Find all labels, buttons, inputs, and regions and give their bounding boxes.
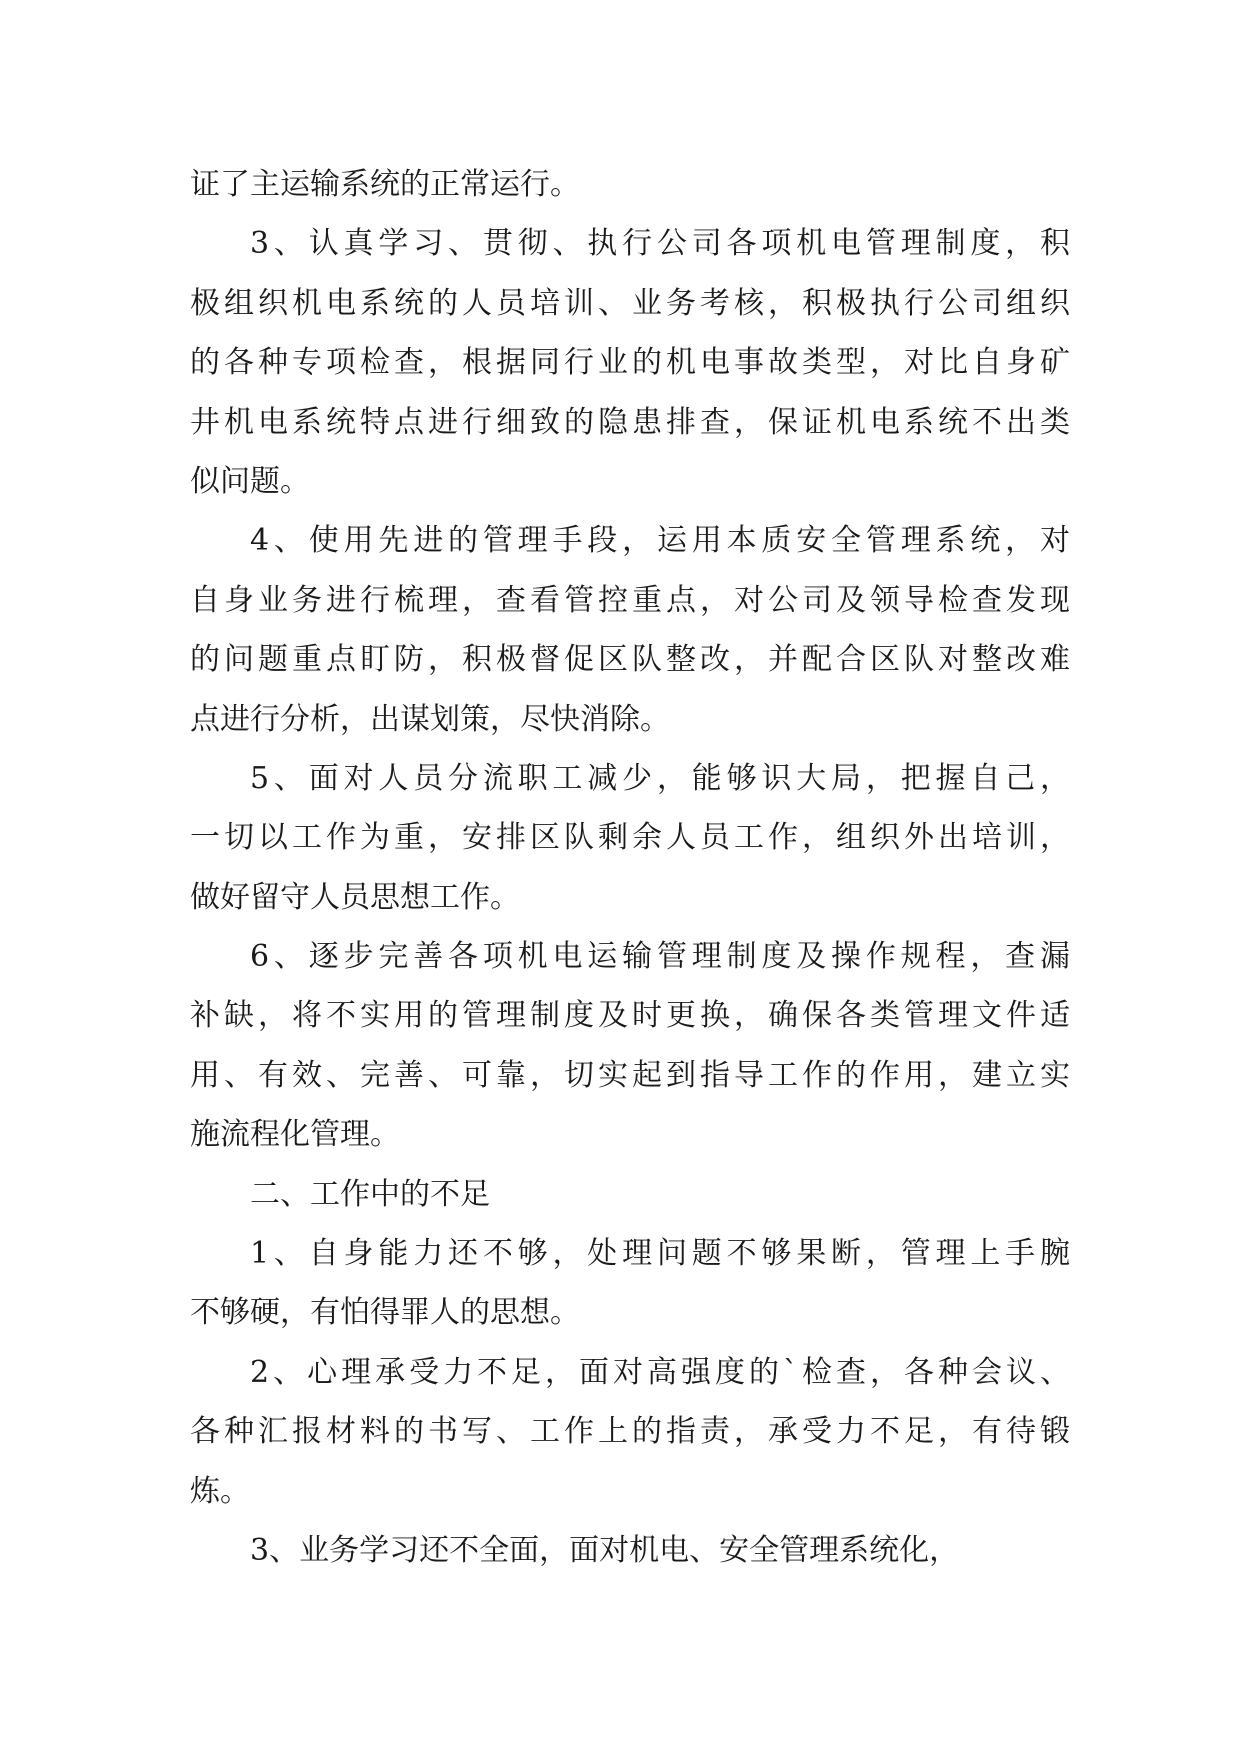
text-line: 似问题。	[190, 463, 310, 499]
text-line: 用、有效、完善、可靠，切实起到指导工作的作用，建立实	[190, 1057, 1070, 1093]
text-line: 补缺，将不实用的管理制度及时更换，确保各类管理文件适	[190, 998, 1070, 1034]
text-line: 的问题重点盯防，积极督促区队整改，并配合区队对整改难	[190, 642, 1070, 678]
text-line: 不够硬，有怕得罪人的思想。	[190, 1295, 580, 1331]
text-line: 井机电系统特点进行细致的隐患排查，保证机电系统不出类	[190, 404, 1070, 440]
text-line: 1、自身能力还不够，处理问题不够果断，管理上手腕	[250, 1236, 1070, 1272]
text-line: 炼。	[190, 1473, 250, 1509]
text-line: 4、使用先进的管理手段，运用本质安全管理系统，对	[250, 523, 1070, 559]
text-line: 施流程化管理。	[190, 1117, 400, 1153]
text-line: 自身业务进行梳理，查看管控重点，对公司及领导检查发现	[190, 582, 1070, 618]
text-line: 做好留守人员思想工作。	[190, 879, 520, 915]
text-line: 证了主运输系统的正常运行。	[190, 167, 580, 202]
text-line: 2、心理承受力不足，面对高强度的`检查，各种会议、	[250, 1354, 1070, 1390]
text-line: 的各种专项检查，根据同行业的机电事故类型，对比自身矿	[190, 345, 1070, 381]
body-text	[190, 155, 1070, 1580]
text-line: 3、认真学习、贯彻、执行公司各项机电管理制度，积	[250, 226, 1070, 262]
text-line: 3、业务学习还不全面，面对机电、安全管理系统化，	[250, 1532, 960, 1568]
text-line: 6、逐步完善各项机电运输管理制度及操作规程，查漏	[250, 939, 1070, 975]
text-line: 一切以工作为重，安排区队剩余人员工作，组织外出培训，	[190, 820, 1070, 856]
text-line: 点进行分析，出谋划策，尽快消除。	[190, 701, 670, 737]
text-line: 5、面对人员分流职工减少，能够识大局，把握自己，	[250, 760, 1070, 796]
text-line: 各种汇报材料的书写、工作上的指责，承受力不足，有待锻	[190, 1414, 1070, 1450]
text-line: 极组织机电系统的人员培训、业务考核，积极执行公司组织	[190, 285, 1070, 321]
text-line: 二、工作中的不足	[250, 1176, 490, 1212]
